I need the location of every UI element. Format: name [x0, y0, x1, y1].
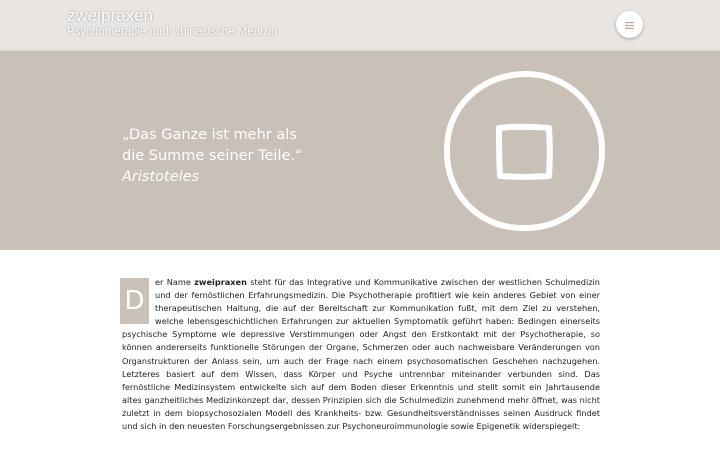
quote-line-2: die Summe seiner Teile.“	[122, 148, 303, 164]
intro-paragraph	[122, 276, 600, 433]
menu-button[interactable]	[616, 11, 643, 38]
hero-quote	[122, 125, 382, 188]
quote-author: Aristoteles	[122, 169, 200, 185]
hero-banner	[0, 51, 720, 250]
circle-square-logo	[439, 66, 609, 236]
site-header	[0, 0, 720, 51]
quote-line-1: „Das Ganze ist mehr als	[122, 127, 297, 143]
brand-name: zweipraxen	[194, 277, 247, 287]
site-subtitle: Psychotherapie und Chinesische Medizin	[67, 26, 278, 38]
hamburger-icon	[625, 16, 634, 34]
site-title[interactable]: zweipraxen	[67, 6, 153, 25]
body-text: steht für das Integrative und Kommunikative zwischen der westlichen Schulmedizin und der fernöstlichen Erfahrungsmedizin. Die Psychotherapie profitiert wie kein anderes Gebiet von einer therapeutischen Haltung, die auf der Bereitschaft zur Kommunikation fußt, mit dem Ziel zu verstehen, welche lebensgeschichtlichen Erfahrungen zur aktuellen Symptomatik geführt haben: Bedingen einerseits psychische Symptome wie depressive Verstimmungen oder Angst den Erstkontakt mit der Psychotherapie, so können andererseits funktionelle Störungen der Organe, Schmerzen oder auch nachweisbare Veränderungen von Organstrukturen der Anlass sein, um auch der Frage nach einem psychosomatischen Geschehen nachzugehen. Letzteres basiert auf dem Wissen, dass Körper und Psyche untrennbar miteinander verbunden sind. Das fernöstliche Medizinsystem entwickelte sich auf dem Boden dieser Erkenntnis und stellt somit ein Jahrtausende altes ganzheitliches Medizinkonzept dar, dessen Prinzipien sich die Schulmedizin zunehmend mehr öffnet, was nicht zuletzt in dem biopsychosozialen Modell des Krankheits- bzw. Gesundheitsverständnisses seinen Ausdruck findet und sich in den neuesten Forschungsergebnissen zur Psychoneuroimmunologie sowie Epigenetik widerspiegelt:	[122, 277, 600, 432]
intro-start: er Name	[155, 277, 195, 287]
dropcap-letter: D	[120, 278, 149, 324]
